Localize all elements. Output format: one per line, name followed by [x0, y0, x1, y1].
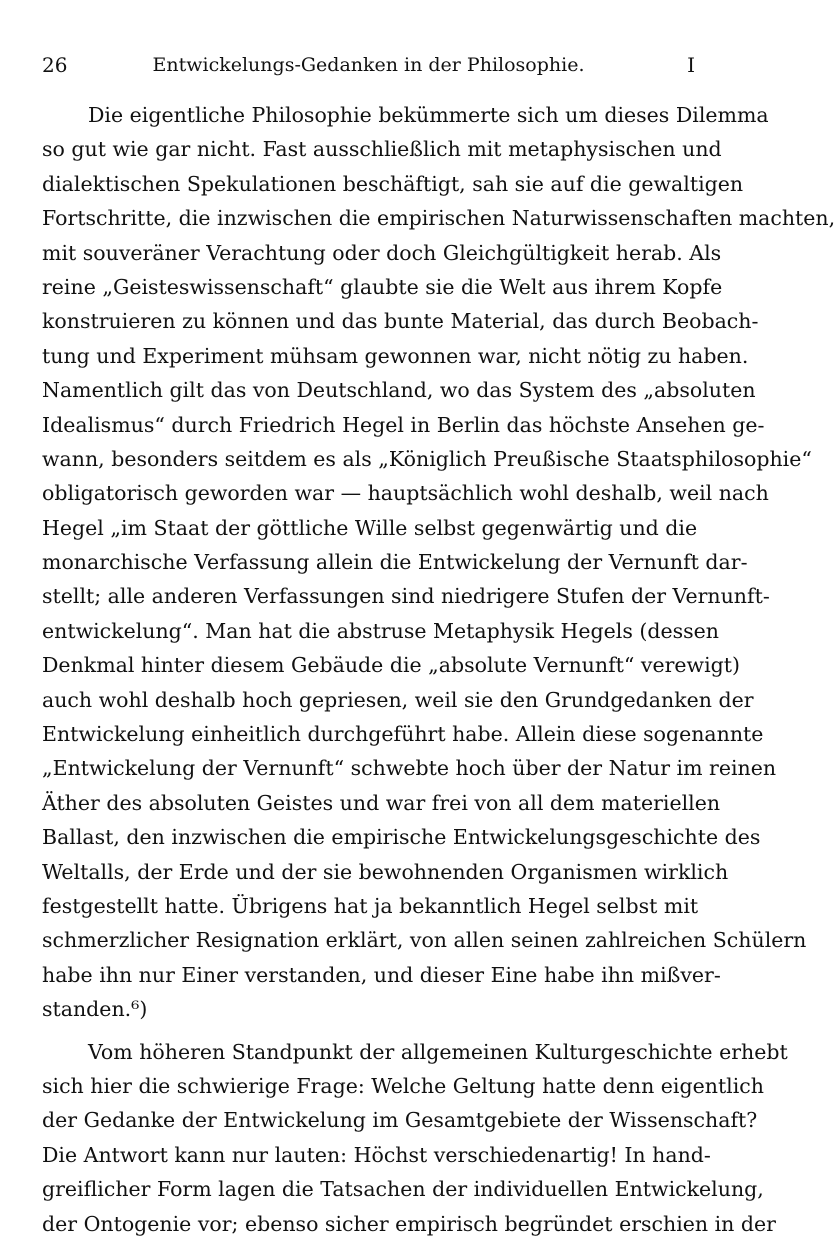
- text-line: Äther des absoluten Geistes und war frei von all dem materiellen: [42, 790, 721, 815]
- page-number: 26: [42, 53, 68, 77]
- text-line: reine „Geisteswissenschaft“ glaubte sie die Welt aus ihrem Kopfe: [42, 274, 723, 299]
- text-line: mit souveräner Verachtung oder doch Gleichgültigkeit herab. Als: [42, 240, 722, 265]
- paragraph-gap: [42, 1027, 693, 1035]
- text-line: Vom höheren Standpunkt der allgemeinen Kulturgeschichte erhebt: [88, 1039, 788, 1064]
- text-line: Entwickelung einheitlich durchgeführt habe. Allein diese sogenannte: [42, 722, 764, 747]
- text-line: Hegel „im Staat der göttliche Wille selbst gegenwärtig und die: [42, 515, 698, 540]
- running-head: [42, 50, 695, 80]
- text-line: entwickelung“. Man hat die abstruse Metaphysik Hegels (dessen: [42, 618, 720, 643]
- text-line: der Ontogenie vor; ebenso sicher empirisch begründet erschien in der: [42, 1211, 776, 1236]
- running-title: Entwickelungs-Gedanken in der Philosophie.: [152, 54, 585, 76]
- text-line: Weltalls, der Erde und der sie bewohnenden Organismen wirklich: [42, 859, 729, 884]
- text-line: Die Antwort kann nur lauten: Höchst verschiedenartig! In hand-: [42, 1142, 711, 1167]
- text-line: wann, besonders seitdem es als „Königlich Preußische Staatsphilosophie“: [42, 446, 812, 471]
- text-line: Denkmal hinter diesem Gebäude die „absolute Vernunft“ verewigt): [42, 653, 741, 678]
- paragraph-1: [42, 98, 835, 1027]
- text-line: Fortschritte, die inzwischen die empirischen Naturwissenschaften machten,: [42, 206, 835, 231]
- text-line: Idealismus“ durch Friedrich Hegel in Berlin das höchste Ansehen ge-: [42, 412, 765, 437]
- section-mark: I: [687, 53, 695, 77]
- text-line: stellt; alle anderen Verfassungen sind niedrigere Stufen der Vernunft-: [42, 584, 770, 609]
- text-line: Ballast, den inzwischen die empirische Entwickelungsgeschichte des: [42, 825, 761, 850]
- text-line: schmerzlicher Resignation erklärt, von allen seinen zahlreichen Schülern: [42, 928, 807, 953]
- text-line: habe ihn nur Einer verstanden, und dieser Eine habe ihn mißver-: [42, 962, 721, 987]
- text-line: festgestellt hatte. Übrigens hat ja bekanntlich Hegel selbst mit: [42, 893, 699, 918]
- text-line: Namentlich gilt das von Deutschland, wo das System des „absoluten: [42, 378, 756, 403]
- text-line: greiflicher Form lagen die Tatsachen der individuellen Entwickelung,: [42, 1177, 764, 1202]
- text-line: sich hier die schwierige Frage: Welche Geltung hatte denn eigentlich: [42, 1073, 764, 1098]
- text-line: obligatorisch geworden war — hauptsächlich wohl deshalb, weil nach: [42, 481, 769, 506]
- text-line: tung und Experiment mühsam gewonnen war, nicht nötig zu haben.: [42, 343, 749, 368]
- text-line: monarchische Verfassung allein die Entwickelung der Vernunft dar-: [42, 550, 748, 575]
- text-line: so gut wie gar nicht. Fast ausschließlich mit metaphysischen und: [42, 137, 722, 162]
- paragraph-2: [42, 1035, 788, 1241]
- text-line: „Entwickelung der Vernunft“ schwebte hoch über der Natur im reinen: [42, 756, 777, 781]
- text-line: konstruieren zu können und das bunte Material, das durch Beobach-: [42, 309, 759, 334]
- text-line: standen.⁶): [42, 997, 148, 1022]
- text-line: dialektischen Spekulationen beschäftigt, sah sie auf die gewaltigen: [42, 171, 744, 196]
- body-text: [42, 98, 835, 1241]
- text-line: auch wohl deshalb hoch gepriesen, weil sie den Grundgedanken der: [42, 687, 754, 712]
- text-line: Die eigentliche Philosophie bekümmerte sich um dieses Dilemma: [88, 103, 769, 127]
- text-line: der Gedanke der Entwickelung im Gesamtgebiete der Wissenschaft?: [42, 1108, 758, 1133]
